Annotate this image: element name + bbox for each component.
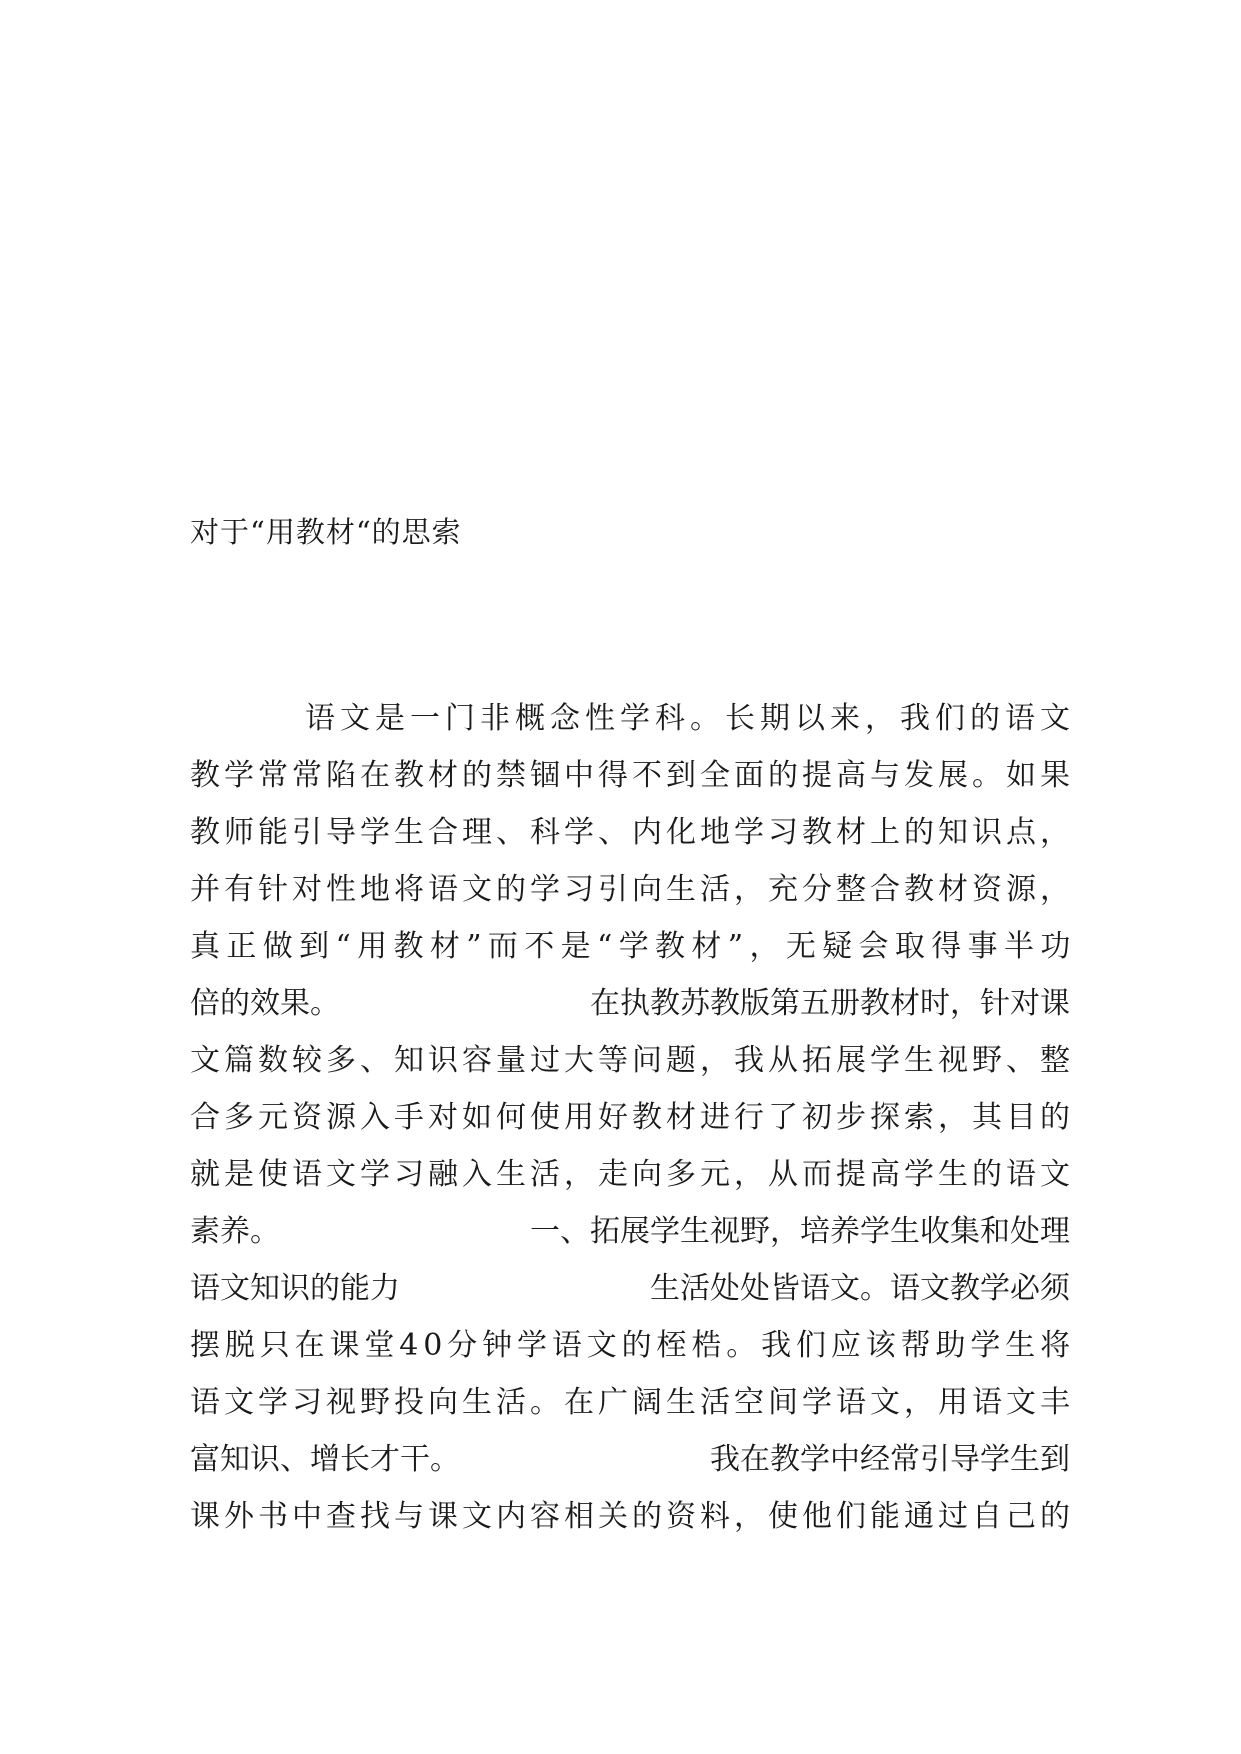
paragraph-line [190,804,1074,861]
paragraph-line [190,1146,1074,1203]
paragraph-line [190,975,1070,1032]
paragraph-line [190,1089,1074,1146]
text-segment: 语文是一门非概念性学科。长期以来，我们的语文 [305,701,1075,736]
text-segment: 摆脱只在课堂40分钟学语文的桎梏。我们应该帮助学生将 [190,1328,1076,1363]
text-segment: 倍的效果。 [190,986,340,1021]
text-segment: 教师能引导学生合理、科学、内化地学习教材上的知识点， [190,815,1074,850]
text-segment: 语文知识的能力 [190,1271,400,1306]
paragraph-line [190,1317,1076,1374]
text-segment: 一、拓展学生视野，培养学生收集和处理 [530,1214,1070,1249]
paragraph-line [190,747,1074,804]
text-segment: 在执教苏教版第五册教材时，针对课 [590,986,1070,1021]
paragraph-line [190,1032,1074,1089]
text-segment: 合多元资源入手对如何使用好教材进行了初步探索，其目的 [190,1100,1074,1135]
document-body [190,690,1077,1545]
text-segment: 生活处处皆语文。语文教学必须 [650,1271,1070,1306]
paragraph-line [190,1203,1070,1260]
text-segment: 语文学习视野投向生活。在广阔生活空间学语文，用语文丰 [190,1385,1074,1420]
document-title: 对于“用教材“的思索 [190,515,462,549]
text-segment: 就是使语文学习融入生活，走向多元，从而提高学生的语文 [190,1157,1074,1192]
paragraph-line [190,690,1075,747]
paragraph-line [190,1431,1070,1488]
text-segment: 素养。 [190,1214,280,1249]
paragraph-line [190,1260,1070,1317]
text-segment: 教学常常陷在教材的禁锢中得不到全面的提高与发展。如果 [190,758,1074,793]
text-segment: 并有针对性地将语文的学习引向生活，充分整合教材资源， [190,872,1074,907]
paragraph-line [190,918,1077,975]
paragraph-line [190,1374,1074,1431]
text-segment: 富知识、增长才干。 [190,1442,460,1477]
paragraph-line [190,1488,1074,1545]
text-segment: 课外书中查找与课文内容相关的资料，使他们能通过自己的 [190,1499,1074,1534]
text-segment: 我在教学中经常引导学生到 [710,1442,1070,1477]
paragraph-line [190,861,1074,918]
text-segment: 真正做到“用教材”而不是“学教材”，无疑会取得事半功 [190,929,1077,964]
text-segment: 文篇数较多、知识容量过大等问题，我从拓展学生视野、整 [190,1043,1074,1078]
